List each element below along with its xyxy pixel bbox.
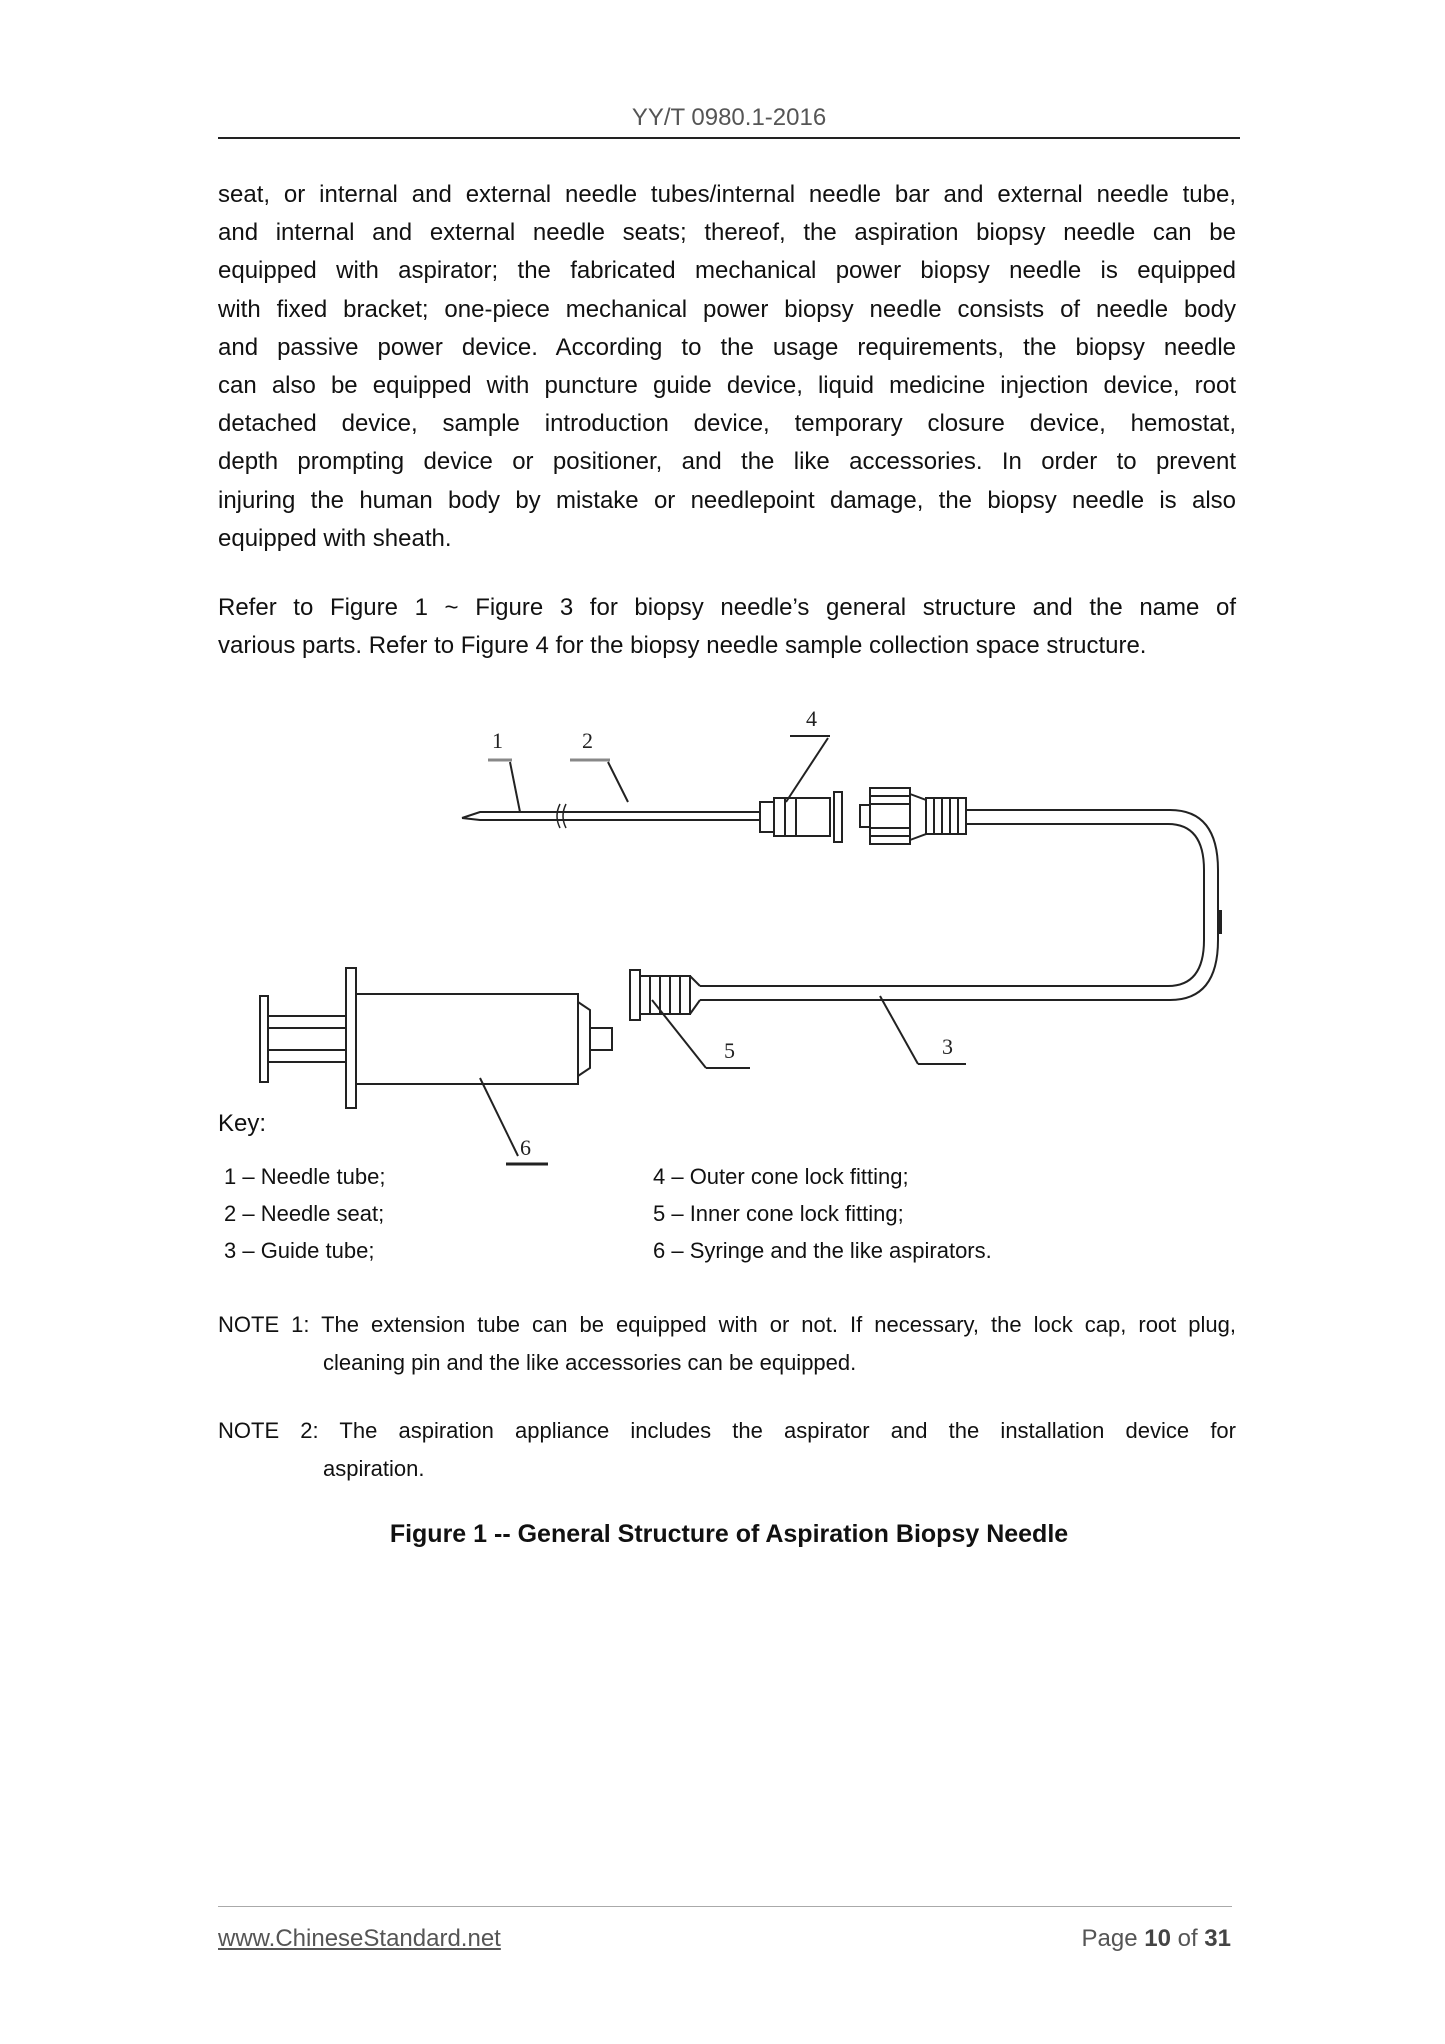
text-line: can also be equipped with puncture guide device, liquid medicine injection device, root: [218, 372, 1236, 400]
text-line: and passive power device. According to the usage requirements, the biopsy needle: [218, 333, 1236, 361]
page-total: 31: [1204, 1925, 1231, 1952]
text-line: depth prompting device or positioner, and the like accessories. In order to prevent: [218, 448, 1236, 476]
key-item: 1 – Needle tube;: [224, 1164, 386, 1189]
callout-5: [652, 1000, 750, 1068]
key-item: 6 – Syringe and the like aspirators.: [653, 1238, 992, 1263]
body-paragraph-1: [218, 176, 1236, 558]
header-rule: [218, 137, 1240, 139]
website-link[interactable]: www.ChineseStandard.net: [218, 1925, 501, 1952]
needle-tube-drawing: [462, 804, 760, 828]
inner-cone-lock-drawing: [630, 970, 700, 1020]
svg-text:5: 5: [724, 1038, 735, 1063]
callout-1: [488, 728, 520, 812]
note-line: cleaning pin and the like accessories can be equipped.: [323, 1350, 857, 1375]
svg-text:6: 6: [520, 1135, 531, 1160]
svg-text:1: 1: [492, 728, 503, 753]
page-number: [1082, 1925, 1232, 1953]
page-prefix: Page: [1081, 1925, 1138, 1952]
note-line: aspiration.: [323, 1456, 425, 1481]
page-current: 10: [1144, 1925, 1171, 1952]
svg-text:2: 2: [582, 728, 593, 753]
svg-text:4: 4: [806, 706, 817, 731]
note-line: NOTE 2: The aspiration appliance includes the aspirator and the installation device for: [218, 1418, 1236, 1443]
text-line: detached device, sample introduction device, temporary closure device, hemostat,: [218, 410, 1236, 438]
text-line: equipped with aspirator; the fabricated mechanical power biopsy needle is equipped: [218, 257, 1236, 285]
callout-3: [880, 996, 966, 1064]
footer-rule: [218, 1906, 1232, 1907]
key-item: 2 – Needle seat;: [224, 1201, 385, 1226]
text-line: and internal and external needle seats; thereof, the aspiration biopsy needle can be: [218, 219, 1236, 247]
note-line: NOTE 1: The extension tube can be equipped with or not. If necessary, the lock cap, root plug,: [218, 1312, 1236, 1337]
svg-text:3: 3: [942, 1034, 953, 1059]
callout-2: [570, 728, 628, 802]
text-line: various parts. Refer to Figure 4 for the biopsy needle sample collection space structure.: [218, 632, 1147, 660]
text-line: equipped with sheath.: [218, 524, 452, 552]
document-id-header: YY/T 0980.1-2016: [631, 104, 827, 131]
text-line: Refer to Figure 1 ~ Figure 3 for biopsy needle’s general structure and the name of: [218, 594, 1236, 621]
body-paragraph-2: [218, 589, 1236, 665]
key-list-left: [224, 1158, 385, 1269]
key-title: Key:: [218, 1110, 267, 1137]
note-1: [218, 1306, 1236, 1382]
key-item: 4 – Outer cone lock fitting;: [653, 1164, 909, 1189]
text-line: with fixed bracket; one-piece mechanical power biopsy needle consists of needle body: [218, 295, 1236, 323]
text-line: seat, or internal and external needle tubes/internal needle bar and external needle tube,: [218, 181, 1236, 208]
key-item: 5 – Inner cone lock fitting;: [653, 1201, 904, 1226]
key-list-right: [653, 1158, 992, 1269]
figure-caption: Figure 1 -- General Structure of Aspiration Biopsy Needle: [389, 1520, 1069, 1548]
guide-tube-drawing: [700, 810, 1220, 1000]
text-line: injuring the human body by mistake or needlepoint damage, the biopsy needle is also: [218, 486, 1236, 514]
page-of: of: [1177, 1925, 1198, 1952]
needle-seat-drawing: [760, 792, 842, 842]
key-item: 3 – Guide tube;: [224, 1238, 375, 1263]
syringe-icon: [250, 950, 630, 1190]
outer-cone-lock-drawing: [860, 788, 966, 844]
note-2: [218, 1412, 1236, 1488]
callout-4: [786, 706, 830, 802]
